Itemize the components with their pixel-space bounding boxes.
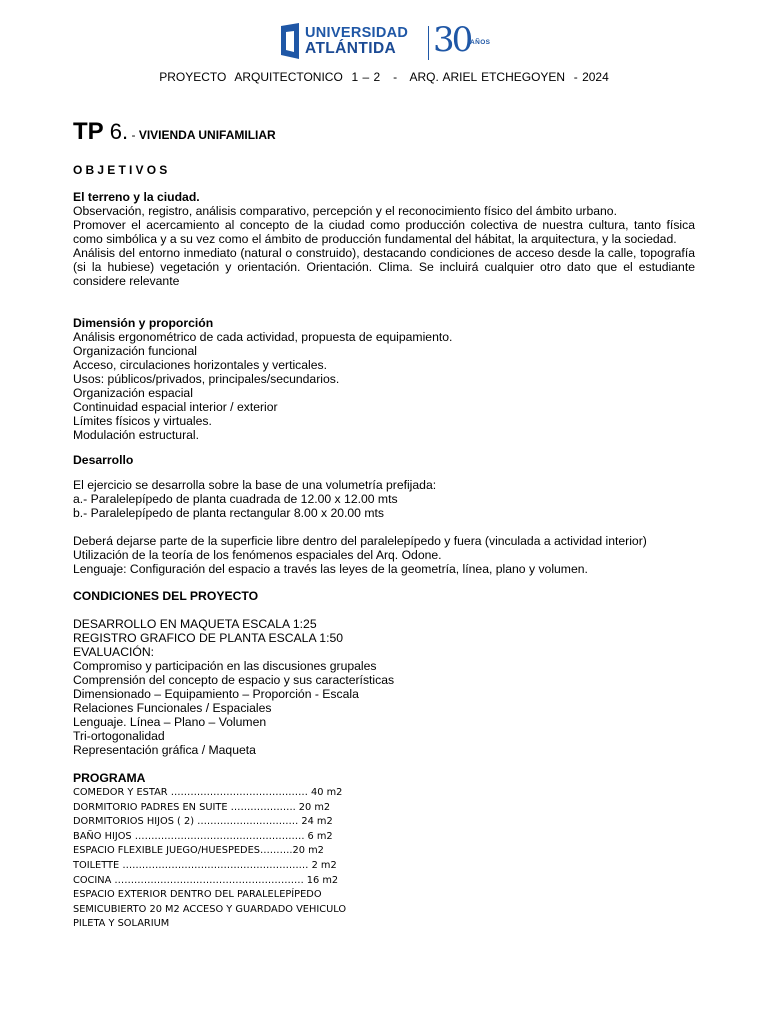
paragraph: Análisis del entorno inmediato (natural o construido), destacando condiciones de acceso desde la calle, topografía (si la hubiese) vegetación y orientación. Orientación. Clima. Se incluirá cualquier otro dato que el estudiante considere relevante: [73, 246, 695, 288]
section-heading: El terreno y la ciudad.: [73, 190, 200, 204]
list-item: Continuidad espacial interior / exterior: [73, 400, 278, 414]
programa-row: BAÑO HIJOS ……………………………………………. 6 m2: [73, 830, 333, 842]
programa-row: COMEDOR Y ESTAR …………………………………… 40 m2: [73, 787, 343, 798]
university-logo: [280, 22, 495, 64]
list-item: a.- Paralelepípedo de planta cuadrada de 12.00 x 12.00 mts: [73, 492, 398, 506]
programa-list: [73, 786, 393, 932]
programa-row: TOILETTE ………………………………………………… 2 m2: [73, 859, 337, 871]
title-number: 6.: [103, 119, 129, 144]
list-item: Representación gráfica / Maqueta: [73, 743, 256, 757]
logo-emblem-icon: [280, 22, 302, 60]
logo-divider: [428, 26, 429, 60]
programa-row: COCINA …………………………………………………. 16 m2: [73, 874, 339, 886]
desarrollo-volumetry: [73, 478, 695, 520]
list-item: Compromiso y participación en las discusiones grupales: [73, 659, 377, 673]
objetivos-heading: OBJETIVOS: [73, 163, 171, 177]
title-dash: -: [128, 128, 139, 142]
course-header: PROYECTO ARQUITECTONICO 1 – 2 - ARQ. ARIEL ETCHEGOYEN - 2024: [159, 70, 609, 84]
list-item: Usos: públicos/privados, principales/secundarios.: [73, 372, 340, 386]
title-tp: TP: [73, 118, 104, 145]
section-heading: CONDICIONES DEL PROYECTO: [73, 589, 259, 603]
programa-row: PILETA Y SOLARIUM: [73, 918, 170, 930]
list-item: Análisis ergonométrico de cada actividad, propuesta de equipamiento.: [73, 330, 453, 344]
programa-row: DORMITORIOS HIJOS ( 2) …………………………. 24 m2: [73, 816, 333, 828]
paragraph: Utilización de la teoría de los fenómenos espaciales del Arq. Odone.: [73, 548, 442, 562]
condiciones-list: [73, 617, 695, 757]
programa-row: ESPACIO FLEXIBLE JUEGO/HUESPEDES……….20 m2: [73, 845, 324, 857]
programa-row: ESPACIO EXTERIOR DENTRO DEL PARALELEPÍPEDO: [73, 889, 322, 901]
section-heading: Desarrollo: [73, 453, 134, 467]
page-title: [73, 118, 276, 146]
logo-line-2: ATLÁNTIDA: [305, 40, 397, 57]
paragraph: Deberá dejarse parte de la superficie libre dentro del paralelepípedo y fuera (vinculada a actividad interior): [73, 534, 647, 548]
list-item: Organización espacial: [73, 386, 193, 400]
section-condiciones: [73, 589, 695, 603]
paragraph: Lenguaje: Configuración del espacio a través las leyes de la geometría, línea, plano y volumen.: [73, 562, 588, 576]
list-item: REGISTRO GRAFICO DE PLANTA ESCALA 1:50: [73, 631, 344, 645]
programa-row: DORMITORIO PADRES EN SUITE ……………….. 20 m2: [73, 801, 331, 813]
programa-heading: PROGRAMA: [73, 771, 146, 785]
paragraph: Observación, registro, análisis comparativo, percepción y el reconocimiento físico del ámbito urbano.: [73, 204, 617, 218]
paragraph: Promover el acercamiento al concepto de la ciudad como producción colectiva de nuestra cultura, tanto física como simbólica y a su vez como el ámbito de producción fundamental del hábitat, la arquitectura, y la sociedad.: [73, 218, 695, 246]
logo-anniversary-number: 30: [433, 20, 471, 60]
section-heading: Dimensión y proporción: [73, 316, 214, 330]
section-dimension: [73, 316, 695, 442]
programa-row: SEMICUBIERTO 20 M2 ACCESO Y GUARDADO VEHICULO: [73, 903, 347, 915]
list-item: DESARROLLO EN MAQUETA ESCALA 1:25: [73, 617, 317, 631]
list-item: b.- Paralelepípedo de planta rectangular 8.00 x 20.00 mts: [73, 506, 384, 520]
list-item: Dimensionado – Equipamiento – Proporción - Escala: [73, 687, 359, 701]
list-item: EVALUACIÓN:: [73, 645, 155, 659]
list-item: Tri-ortogonalidad: [73, 729, 165, 743]
title-subtitle: VIVIENDA UNIFAMILIAR: [138, 128, 276, 142]
section-terreno: [73, 190, 695, 288]
list-item: Límites físicos y virtuales.: [73, 414, 212, 428]
list-item: Organización funcional: [73, 344, 197, 358]
section-desarrollo: [73, 453, 695, 467]
desarrollo-notes: [73, 534, 695, 576]
list-item: Lenguaje. Línea – Plano – Volumen: [73, 715, 267, 729]
logo-anniversary-word: AÑOS: [470, 39, 491, 46]
list-item: Modulación estructural.: [73, 428, 199, 442]
list-item: Acceso, circulaciones horizontales y verticales.: [73, 358, 328, 372]
paragraph: El ejercicio se desarrolla sobre la base de una volumetría prefijada:: [73, 478, 437, 492]
list-item: Comprensión del concepto de espacio y sus características: [73, 673, 395, 687]
list-item: Relaciones Funcionales / Espaciales: [73, 701, 272, 715]
logo-line-1: UNIVERSIDAD: [305, 25, 409, 41]
